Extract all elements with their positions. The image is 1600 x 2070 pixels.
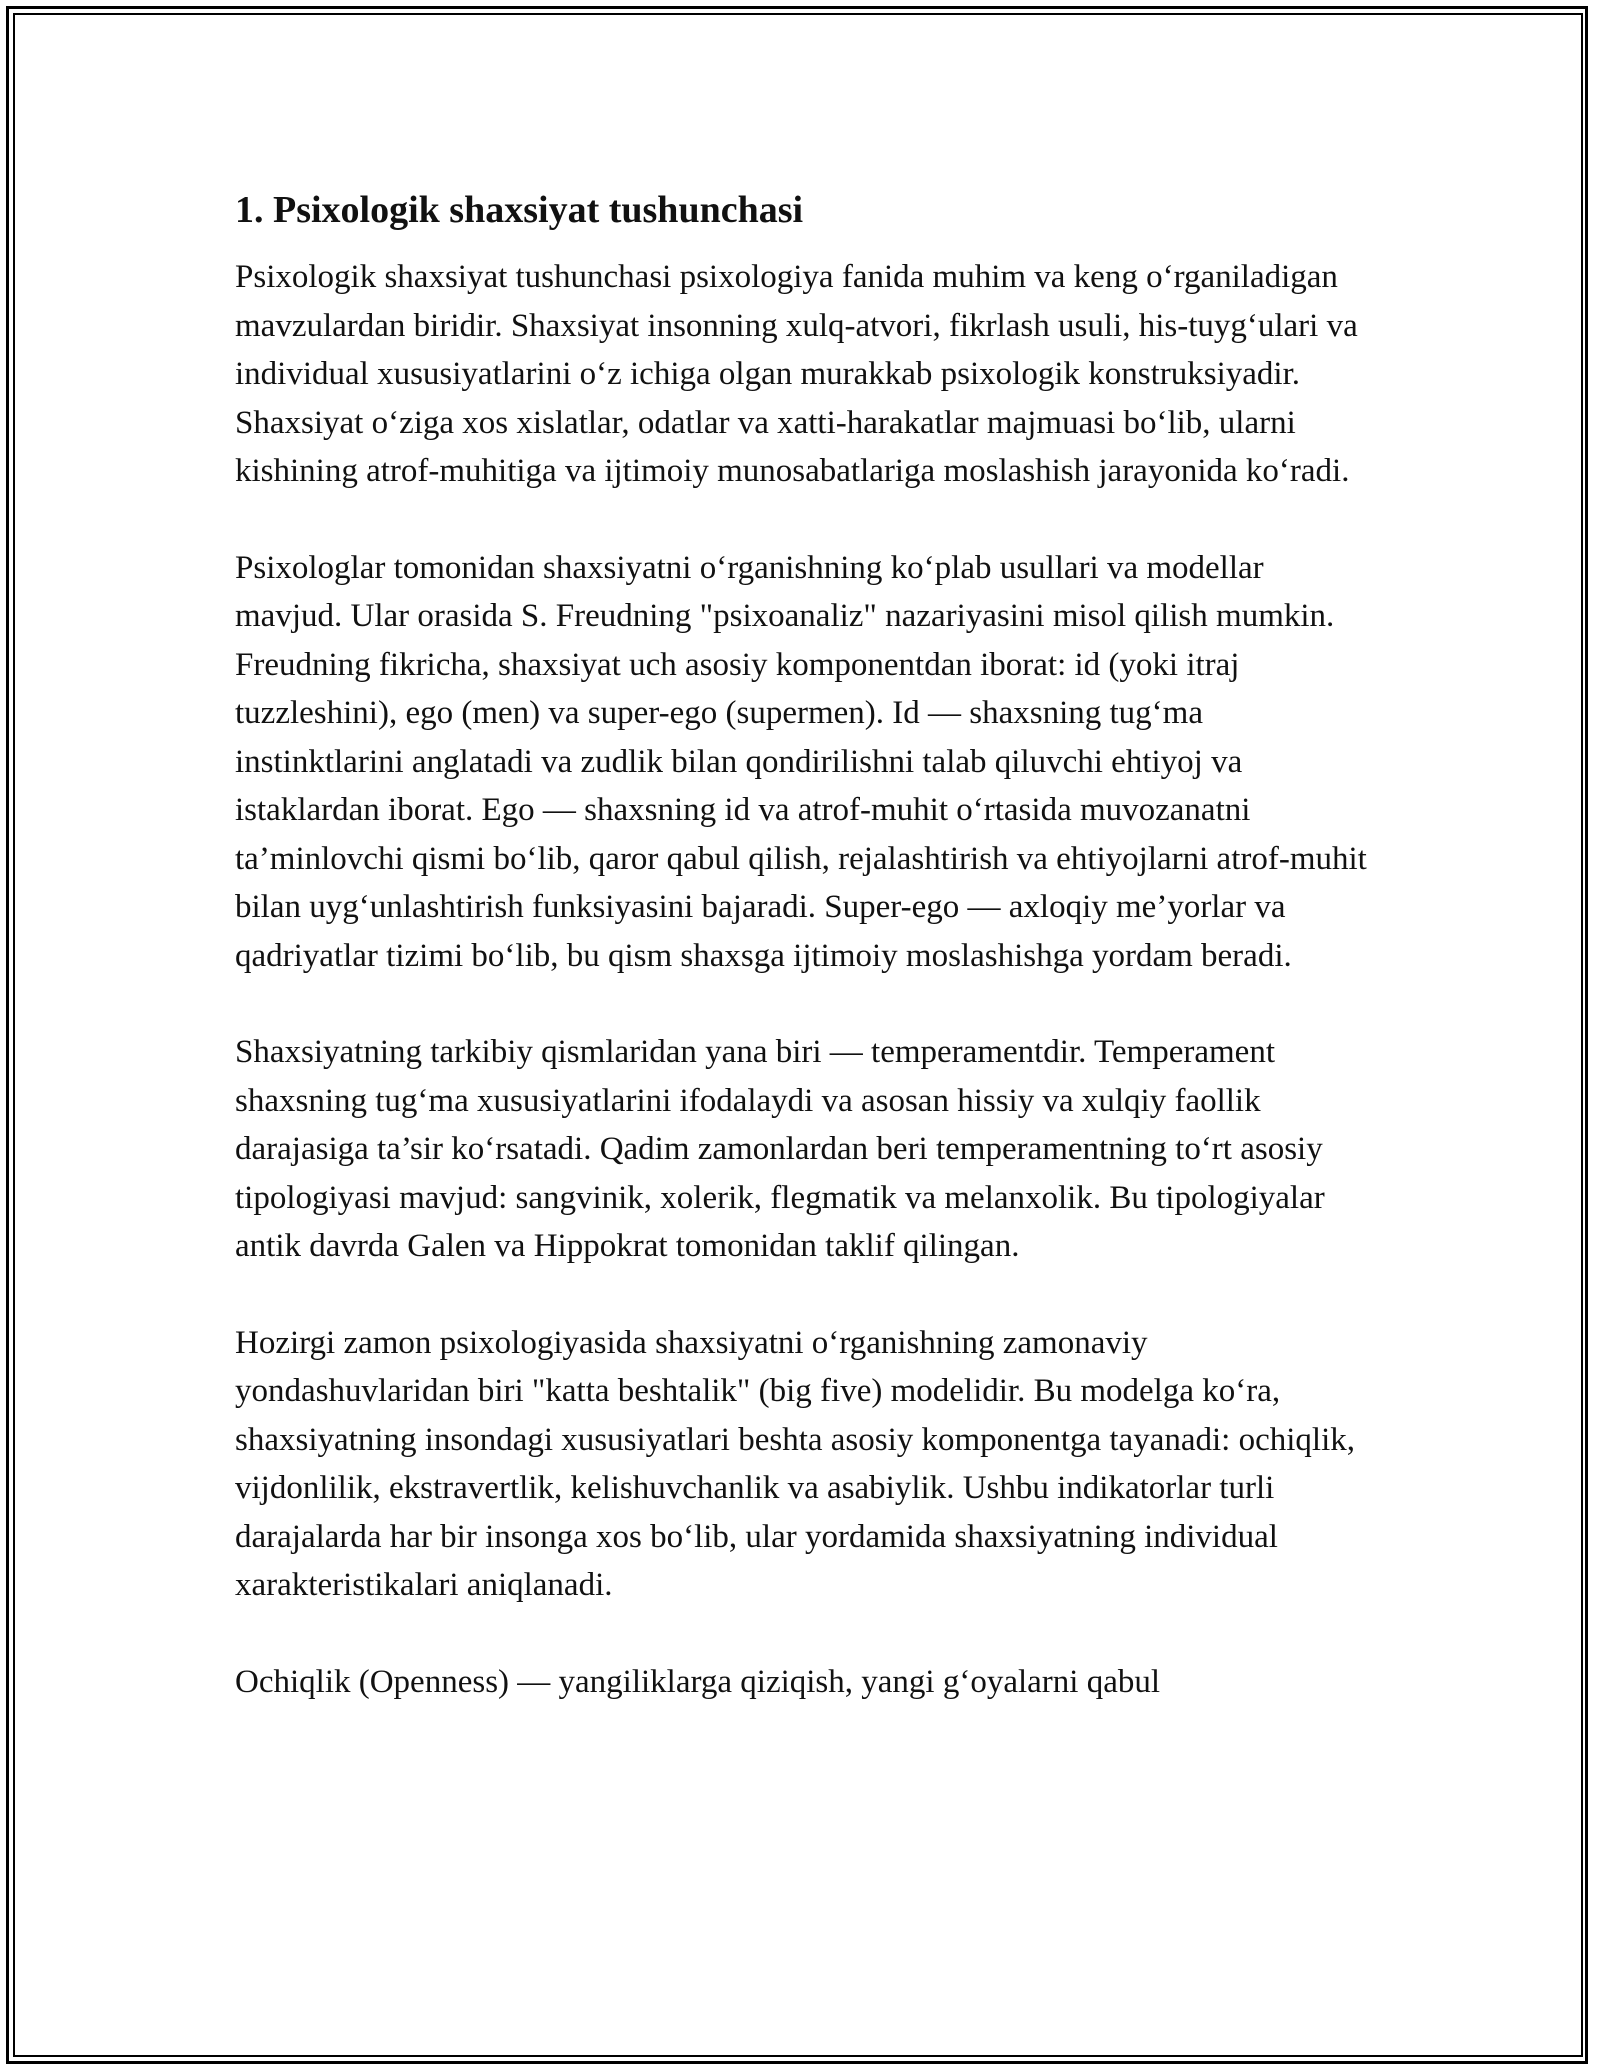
- section-heading: 1. Psixologik shaxsiyat tushunchasi: [235, 189, 804, 231]
- paragraph-freud: Psixologlar tomonidan shaxsiyatni o‘rganishning ko‘plab usullari va modellar mavjud. Ular orasida S. Freudning "psixoanaliz" nazariyasini misol qilish mumkin. Freudning fikricha, shaxsiyat uch asosiy komponentdan iborat: id (yoki itraj tuzzleshini), ego (men) va super-ego (supermen). Id — shaxsning tug‘ma instinktlarini anglatadi va zudlik bilan qondirilishni talab qiluvchi ehtiyoj va istaklardan iborat. Ego — shaxsning id va atrof-muhit o‘rtasida muvozanatni ta’minlovchi qismi bo‘lib, qaror qabul qilish, rejalashtirish va ehtiyojlarni atrof-muhit bilan uyg‘unlashtirish funksiyasini bajaradi. Super-ego — axloqiy me’yorlar va qadriyatlar tizimi bo‘lib, bu qism shaxsga ijtimoiy moslashishga yordam beradi.: [235, 549, 1367, 974]
- paragraph-temperament: Shaxsiyatning tarkibiy qismlaridan yana biri — temperamentdir. Temperament shaxsning tug‘ma xususiyatlarini ifodalaydi va asosan hissiy va xulqiy faollik darajasiga ta’sir ko‘rsatadi. Qadim zamonlardan beri temperamentning to‘rt asosiy tipologiyasi mavjud: sangvinik, xolerik, flegmatik va melanxolik. Bu tipologiyalar antik davrda Galen va Hippokrat tomonidan taklif qilingan.: [235, 1034, 1325, 1264]
- document-body: [235, 185, 1375, 1754]
- paragraph-intro: Psixologik shaxsiyat tushunchasi psixologiya fanida muhim va keng o‘rganiladigan mavzulardan biridir. Shaxsiyat insonning xulq-atvori, fikrlash usuli, his-tuyg‘ulari va individual xususiyatlarini o‘z ichiga olgan murakkab psixologik konstruksiyadir. Shaxsiyat o‘ziga xos xislatlar, odatlar va xatti-harakatlar majmuasi bo‘lib, ularni kishining atrof-muhitiga va ijtimoiy munosabatlariga moslashish jarayonida ko‘radi.: [235, 259, 1358, 489]
- paragraph-big-five: Hozirgi zamon psixologiyasida shaxsiyatni o‘rganishning zamonaviy yondashuvlaridan biri "katta beshtalik" (big five) modelidir. Bu modelga ko‘ra, shaxsiyatning insondagi xususiyatlari beshta asosiy komponentga tayanadi: ochiqlik, vijdonlilik, ekstravertlik, kelishuvchanlik va asabiylik. Ushbu indikatorlar turli darajalarda har bir insonga xos bo‘lib, ular yordamida shaxsiyatning individual xarakteristikalari aniqlanadi.: [235, 1324, 1355, 1603]
- paragraph-openness: Ochiqlik (Openness) — yangiliklarga qiziqish, yangi g‘oyalarni qabul: [235, 1663, 1161, 1700]
